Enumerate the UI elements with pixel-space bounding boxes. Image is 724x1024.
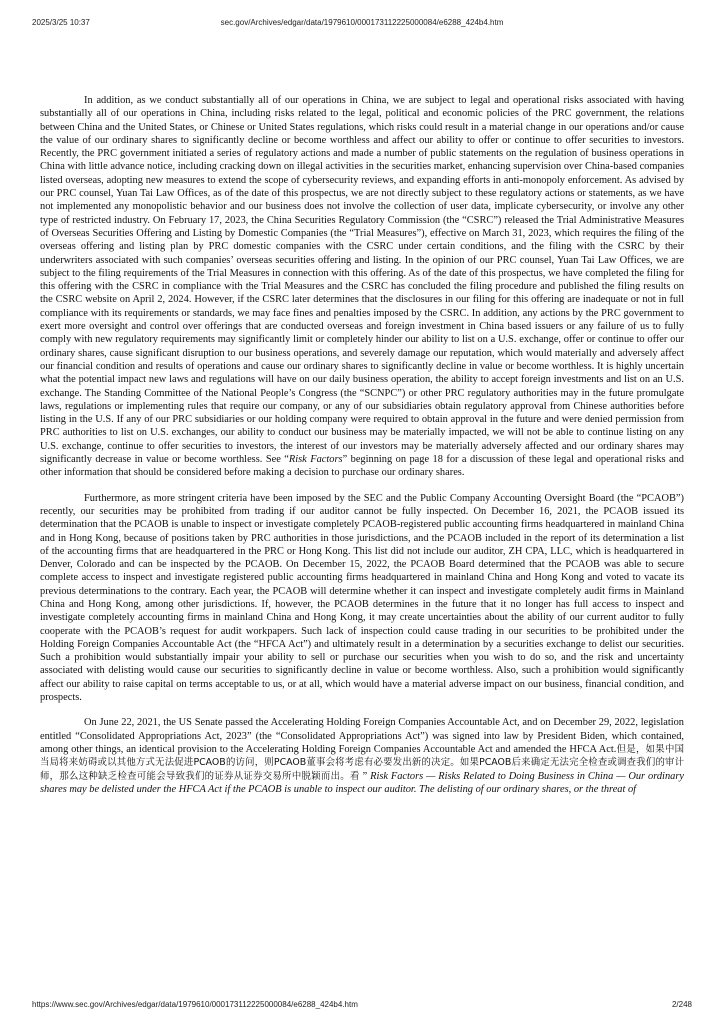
print-timestamp: 2025/3/25 10:37 (32, 18, 90, 27)
document-body (40, 94, 684, 836)
quote-mark: ” (359, 770, 371, 782)
chinese-text: 但是，如果中国当局将来妨碍或以其他方式无法促进PCAOB的访问，则PCAOB董事会将考虑有必要发出新的决定。如果PCAOB后来确定无法完全检查或调查我们的审计师，那么这种缺乏检查可能会导致我们的证券从证券交易所中脱颖而出。看 (40, 743, 684, 782)
print-header (0, 18, 724, 28)
print-footer-url: https://www.sec.gov/Archives/edgar/data/1979610/000173112225000084/e6288_424b4.htm (32, 1000, 358, 1009)
paragraph-hfca-act (40, 716, 684, 836)
paragraph-china-operations-risk (40, 94, 684, 480)
risk-factors-reference: Risk Factors (288, 454, 343, 466)
paragraph-text: ” beginning on page 18 for a discussion of these legal and operational risks and other information that should be considered before making a decision to purchase our ordinary shares. (40, 454, 685, 479)
page-number: 2/248 (671, 1000, 692, 1009)
paragraph-text: In addition, as we conduct substantially all of our operations in China, we are subject to legal and operational risks associated with having substantially all of our operations in China, including risks related to the legal, political and economic policies of the PRC government, the relations between China and the United States, or Chinese or United States regulations, which risks could result in a material change in our operations and/or cause the value of our ordinary shares to significantly decline or become worthless and affect our ability to offer or continue to offer securities to investors. Recently, the PRC government initiated a series of regulatory actions and made a number of public statements on the regulation of business operations in China with little advance notice, including cracking down on illegal activities in the securities market, enhancing supervision over China-based companies listed overseas, adopting new measures to extend the scope of cybersecurity reviews, and expanding efforts in anti-monopoly enforcement. As advised by our PRC counsel, Yuan Tai Law Offices, as of the date of this prospectus, we are not directly subject to these regulatory actions or statements, as we have not implemented any monopolistic behavior and our business does not involve the collection of user data, implicate cybersecurity, or involve any other type of restricted industry. On February 17, 2023, the China Securities Regulatory Commission (the “CSRC”) released the Trial Administrative Measures of Overseas Securities Offering and Listing by Domestic Companies (the “Trial Measures”), effective on March 31, 2023, which requires the filing of the overseas offering and listing plan by PRC domestic companies with the CSRC under certain conditions, and the filing with the CSRC by their underwriters associated with such companies’ overseas securities offering and listing. In the opinion of our PRC counsel, Yuan Tai Law Offices, we are subject to the filing requirements of the Trial Measures in connection with this offering. As of the date of this prospectus, we have completed the filing for this offering with the CSRC in compliance with the Trial Measures and the CSRC has concluded the filing procedure and published the filing results on the CSRC website on April 2, 2024. However, if the CSRC later determines that the disclosures in our filing for this offering are inadequate or not in full compliance with its requirements or standards, we may face fines and penalties imposed by the CSRC. In addition, any actions by the PRC government to exert more oversight and control over offerings that are conducted overseas and foreign investment in China based issuers or any failure of us to fully comply with new regulatory requirements may significantly limit or completely hinder our ability to list on a U.S. exchange, offer or continue to offer our ordinary shares, cause significant disruption to our business operations, and severely damage our reputation, which would materially and adversely affect our financial condition and results of operations and cause our ordinary shares to significantly decline in value or become worthless. It is highly uncertain what the potential impact new laws and regulations will have on our daily business operation, the ability to accept foreign investments and list on an U.S. exchange. The Standing Committee of the National People’s Congress (the “SCNPC”) or other PRC regulatory authorities may in the future promulgate laws, regulations or implementing rules that require our company, or any of our subsidiaries obtain regulatory approval from Chinese authorities before listing in the U.S. If any of our PRC subsidiaries or our holding company were required to obtain approval in the future and were denied permission from PRC authorities to list on U.S. exchanges, our ability to conduct our business may be materially impacted, we will not be able to continue listing on any U.S. exchange, continue to offer securities to investors, the interest of our investors may be materially adversely affected and our ordinary shares may significantly decrease in value or become worthless. See “ (40, 95, 684, 466)
print-header-url: sec.gov/Archives/edgar/data/1979610/000173112225000084/e6288_424b4.htm (220, 18, 504, 27)
paragraph-text: On June 22, 2021, the US Senate passed the Accelerating Holding Foreign Companies Accountable Act, and on December 29, 2022, legislation entitled “Consolidated Appropriations Act, 2023” (the “Consolidated Appropriations Act”) was signed into law by President Biden, which contained, among other things, an identical provision to the Accelerating Holding Foreign Companies Accountable Act and amended the HFCA Act. (40, 717, 684, 755)
print-footer (0, 1000, 724, 1010)
paragraph-text: Furthermore, as more stringent criteria have been imposed by the SEC and the Public Company Accounting Oversight Board (the “PCAOB”) recently, our securities may be prohibited from trading if our auditor cannot be fully inspected. On December 16, 2021, the PCAOB issued its determination that the PCAOB is unable to inspect or investigate completely PCAOB-registered public accounting firms headquartered in mainland China and in Hong Kong, because of positions taken by PRC authorities in those jurisdictions, and the PCAOB included in the report of its determination a list of the accounting firms that are headquartered in the PRC or Hong Kong. This list did not include our auditor, ZH CPA, LLC, which is headquartered in Denver, Colorado and can be inspected by the PCAOB. On December 15, 2022, the PCAOB Board determined that the PCAOB was able to secure complete access to inspect and investigate registered public accounting firms headquartered in mainland China and Hong Kong and voted to vacate its previous determinations to the contrary. Each year, the PCAOB will determine whether it can inspect and investigate completely audit firms in Mainland China and Hong Kong, among other jurisdictions. If, however, the PCAOB determines in the future that it no longer has full access to inspect and investigate completely accounting firms in mainland China and Hong Kong, it may create uncertainties about the ability of our current auditor to fully cooperate with the PCAOB’s request for audit workpapers. Such lack of inspection could cause trading in our securities to be prohibited under the Holding Foreign Companies Accountable Act (the “HFCA Act”) and ultimately result in a determination by a securities exchange to delist our securities. Such a prohibition would substantially impair your ability to sell or purchase our securities when you wish to do so, and the risk and uncertainty associated with delisting would cause our securities to significantly decline in value or become worthless. Also, such a prohibition would significantly affect our ability to raise capital on terms acceptable to us, or at all, which would have a material adverse impact on our business, financial condition, and prospects. (40, 492, 684, 704)
risk-factor-heading-italic: Risk Factors — Risks Related to Doing Business in China — Our ordinary shares may be delisted under the HFCA Act if the PCAOB is unable to inspect our auditor. The delisting of our ordinary shares, or the threat of (40, 770, 684, 795)
paragraph-pcaob-inspection (40, 492, 684, 705)
